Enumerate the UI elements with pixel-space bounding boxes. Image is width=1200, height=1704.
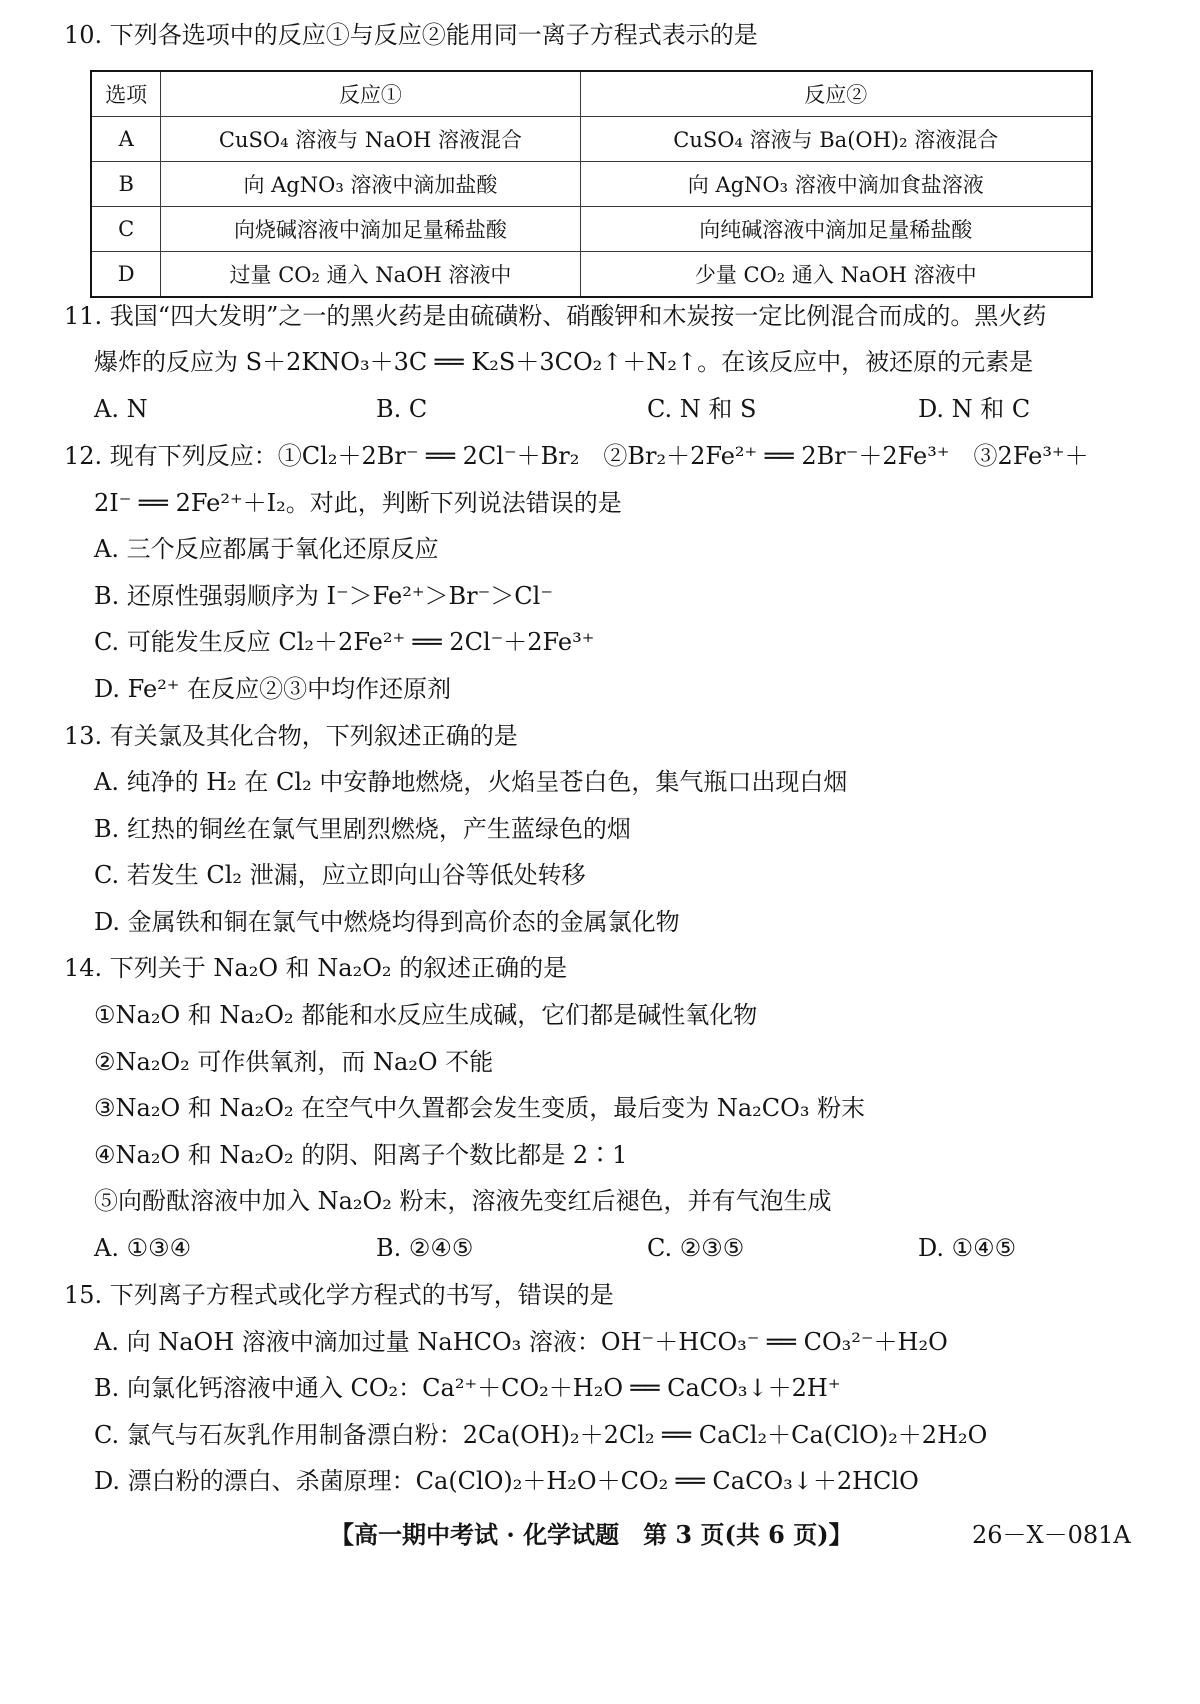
reaction-2-cell: 向 AgNO₃ 溶液中滴加食盐溶液 [580, 162, 1092, 207]
q14-statement-1: ①Na₂O 和 Na₂O₂ 都能和水反应生成碱，它们都是碱性氧化物 [94, 1001, 758, 1029]
q11-stem-line-1: 11. 我国“四大发明”之一的黑火药是由硫磺粉、硝酸钾和木炭按一定比例混合而成的。黑火药 [64, 302, 1047, 330]
q13-option-a: A. 纯净的 H₂ 在 Cl₂ 中安静地燃烧，火焰呈苍白色，集气瓶口出现白烟 [94, 768, 848, 796]
header-option: 选项 [91, 71, 161, 117]
q12-option-d: D. Fe²⁺ 在反应②③中均作还原剂 [94, 675, 452, 703]
reaction-1-cell: 向 AgNO₃ 溶液中滴加盐酸 [161, 162, 580, 207]
header-reaction-1: 反应① [161, 71, 580, 117]
reaction-1-cell: CuSO₄ 溶液与 NaOH 溶液混合 [161, 117, 580, 162]
q14-option-b: B. ②④⑤ [376, 1234, 474, 1262]
q11-stem-line-2: 爆炸的反应为 S＋2KNO₃＋3C ══ K₂S＋3CO₂↑＋N₂↑。在该反应中，被还原的元素是 [94, 348, 1034, 376]
q14-option-c: C. ②③⑤ [647, 1234, 745, 1262]
row-label: D [91, 252, 161, 298]
reaction-1-cell: 向烧碱溶液中滴加足量稀盐酸 [161, 207, 580, 252]
q15-option-a: A. 向 NaOH 溶液中滴加过量 NaHCO₃ 溶液：OH⁻＋HCO₃⁻ ══ CO₃²⁻＋H₂O [94, 1328, 948, 1356]
q12-option-b: B. 还原性强弱顺序为 I⁻＞Fe²⁺＞Br⁻＞Cl⁻ [94, 582, 553, 610]
row-label: B [91, 162, 161, 207]
q14-statement-3: ③Na₂O 和 Na₂O₂ 在空气中久置都会发生变质，最后变为 Na₂CO₃ 粉末 [94, 1094, 866, 1122]
page-footer-code: 26－X－081A [972, 1521, 1131, 1549]
table-row [91, 162, 1092, 207]
q14-statement-4: ④Na₂O 和 Na₂O₂ 的阴、阳离子个数比都是 2∶1 [94, 1141, 628, 1169]
reaction-1-cell: 过量 CO₂ 通入 NaOH 溶液中 [161, 252, 580, 298]
q11-option-d: D. N 和 C [918, 395, 1031, 423]
q12-option-c: C. 可能发生反应 Cl₂＋2Fe²⁺ ══ 2Cl⁻＋2Fe³⁺ [94, 628, 595, 656]
q14-stem: 14. 下列关于 Na₂O 和 Na₂O₂ 的叙述正确的是 [64, 954, 568, 982]
row-label: C [91, 207, 161, 252]
q11-option-b: B. C [376, 395, 428, 423]
page-footer-title: 【高一期中考试 · 化学试题 第 3 页(共 6 页)】 [330, 1520, 853, 1549]
q12-stem-line-2: 2I⁻ ══ 2Fe²⁺＋I₂。对此，判断下列说法错误的是 [94, 489, 622, 517]
q15-option-b: B. 向氯化钙溶液中通入 CO₂：Ca²⁺＋CO₂＋H₂O ══ CaCO₃↓＋2H⁺ [94, 1374, 841, 1402]
q13-option-b: B. 红热的铜丝在氯气里剧烈燃烧，产生蓝绿色的烟 [94, 815, 631, 843]
reaction-2-cell: CuSO₄ 溶液与 Ba(OH)₂ 溶液混合 [580, 117, 1092, 162]
q14-option-a: A. ①③④ [94, 1234, 192, 1262]
table-row [91, 207, 1092, 252]
q12-stem-line-1: 12. 现有下列反应：①Cl₂＋2Br⁻ ══ 2Cl⁻＋Br₂ ②Br₂＋2Fe²⁺ ══ 2Br⁻＋2Fe³⁺ ③2Fe³⁺＋ [64, 442, 1089, 470]
reaction-2-cell: 少量 CO₂ 通入 NaOH 溶液中 [580, 252, 1092, 298]
q14-statement-5: ⑤向酚酞溶液中加入 Na₂O₂ 粉末，溶液先变红后褪色，并有气泡生成 [94, 1187, 832, 1215]
header-reaction-2: 反应② [580, 71, 1092, 117]
q12-option-a: A. 三个反应都属于氧化还原反应 [94, 535, 439, 563]
q10-stem: 10. 下列各选项中的反应①与反应②能用同一离子方程式表示的是 [64, 21, 758, 49]
q15-stem: 15. 下列离子方程式或化学方程式的书写，错误的是 [64, 1281, 614, 1309]
q15-option-c: C. 氯气与石灰乳作用制备漂白粉：2Ca(OH)₂＋2Cl₂ ══ CaCl₂＋Ca(ClO)₂＋2H₂O [94, 1421, 988, 1449]
q13-stem: 13. 有关氯及其化合物，下列叙述正确的是 [64, 722, 518, 750]
table-row [91, 117, 1092, 162]
q13-option-c: C. 若发生 Cl₂ 泄漏，应立即向山谷等低处转移 [94, 861, 586, 889]
q10-table [90, 70, 1093, 298]
row-label: A [91, 117, 161, 162]
q11-option-a: A. N [94, 395, 148, 423]
q14-option-d: D. ①④⑤ [918, 1234, 1017, 1262]
q15-option-d: D. 漂白粉的漂白、杀菌原理：Ca(ClO)₂＋H₂O＋CO₂ ══ CaCO₃↓＋2HClO [94, 1467, 919, 1495]
q11-option-c: C. N 和 S [647, 395, 757, 423]
table-row [91, 252, 1092, 298]
q14-statement-2: ②Na₂O₂ 可作供氧剂，而 Na₂O 不能 [94, 1048, 494, 1076]
reaction-2-cell: 向纯碱溶液中滴加足量稀盐酸 [580, 207, 1092, 252]
table-header-row [91, 71, 1092, 117]
q13-option-d: D. 金属铁和铜在氯气中燃烧均得到高价态的金属氯化物 [94, 908, 680, 936]
